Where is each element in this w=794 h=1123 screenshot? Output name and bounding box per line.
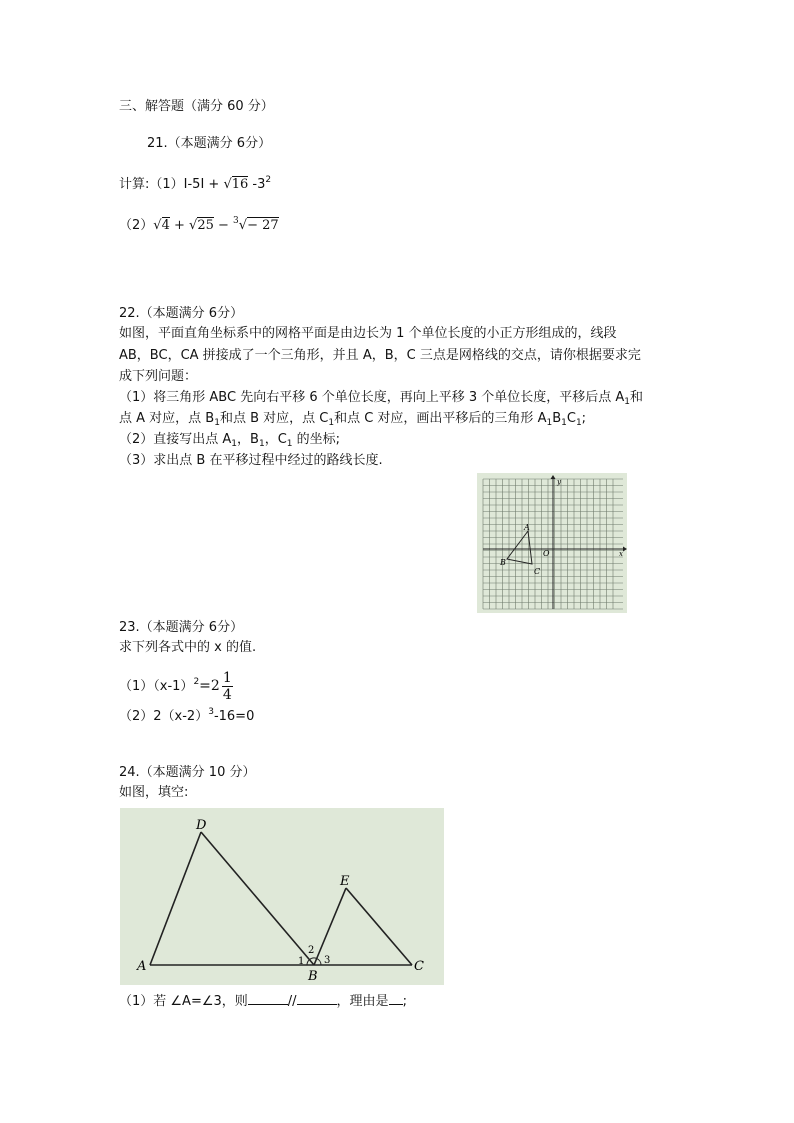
parallel-sign: // [287,994,297,1009]
point-b-label: B [308,969,318,984]
q22-intro-line1: 如图，平面直角坐标系中的网格平面是由边长为 1 个单位长度的小正方形组成的，线段 [119,326,617,341]
text: ，C [264,432,287,447]
subscript: 1 [258,439,265,449]
text: （1）若 ∠A=∠3，则 [119,994,248,1009]
answer-blank-1[interactable] [248,1004,288,1005]
y-axis-label: y [557,478,561,486]
q22-item3: （3）求出点 B 在平移过程中经过的路线长度. [119,453,383,468]
q21-radicand-16: 16 [231,177,249,192]
point-a-label: A [524,523,530,532]
angle-1-label: 1 [298,956,305,967]
origin-label: O [543,549,550,558]
q24-header: 24.（本题满分 10 分） [119,765,256,780]
angle-2-label: 2 [308,945,315,956]
q21-radicand-25: 25 [197,218,214,233]
q21-part1 [119,170,271,195]
coordinate-grid-figure [477,473,627,613]
section-title: 三、解答题（满分 60 分） [119,99,274,114]
q23-intro: 求下列各式中的 x 的值. [119,640,257,655]
point-c-label: C [534,567,541,576]
fraction-denominator: 4 [222,687,232,703]
q21-plus: + [169,218,190,233]
triangle-figure [120,808,444,985]
q21-part2-label: （2） [119,218,154,233]
q22-header: 22.（本题满分 6分） [119,306,244,321]
grid-background [477,473,627,613]
q21-part1-prefix: 计算:（1）I-5I + [119,177,224,192]
text: 的坐标; [292,432,341,447]
text: 点 A 对应，点 B [119,411,215,426]
text: ; [581,411,587,426]
subscript: 1 [231,439,238,449]
point-e-label: E [340,874,350,889]
text: 和点 C 对应，画出平移后的三角形 A [334,411,547,426]
text: C [566,411,576,426]
q22-intro-line3: 成下列问题： [119,369,198,384]
subscript: 1 [286,439,293,449]
text: ; [402,994,407,1009]
q21-header: 21.（本题满分 6分） [147,136,272,151]
q23-part2 [119,702,254,727]
sqrt-sign: √ [238,218,248,233]
text: ，B [237,432,259,447]
point-b-label: B [500,558,506,567]
subscript: 1 [624,397,631,407]
text: B [552,411,562,426]
sqrt-sign: √ [189,218,198,233]
subscript: 1 [546,418,553,428]
text: ，理由是 [336,994,389,1009]
text: （2）2（x-2） [119,709,209,724]
fraction-numerator: 1 [222,670,232,686]
q23-part1 [119,662,233,702]
q21-minus-three: -3 [248,177,266,192]
x-axis-label: x [619,550,623,558]
angle-3-label: 3 [324,955,331,966]
figure-background [120,808,444,985]
q24-intro: 如图，填空: [119,785,189,800]
text: （1）（x-1） [119,679,194,694]
sqrt-sign: √ [223,177,232,192]
subscript: 1 [328,418,335,428]
q22-intro-line2: AB，BC，CA 拼接成了一个三角形，并且 A，B，C 三点是网格线的交点，请你根据要求完 [119,348,641,363]
point-c-label: C [414,959,424,974]
cube-root-index: 3 [233,216,239,226]
q21-exponent: 2 [265,175,272,185]
q21-radicand-4: 4 [161,218,170,233]
subscript: 1 [561,418,567,428]
text: 和点 B 对应，点 C [219,411,329,426]
point-a-label: A [137,959,147,974]
answer-blank-2[interactable] [297,1004,337,1005]
exponent: 3 [208,707,214,717]
q22-item1-tail: 和 [630,390,644,405]
point-d-label: D [196,818,207,833]
text: =2 [199,678,220,694]
text: -16=0 [213,709,255,724]
exponent: 2 [193,677,200,687]
q22-item1-text: （1）将三角形 ABC 先向右平移 6 个单位长度，再向上平移 3 个单位长度，平移后点 A [119,390,625,405]
q21-radicand-neg27: − 27 [247,218,279,233]
subscript: 1 [214,418,220,428]
text: （2）直接写出点 A [119,432,232,447]
q24-item1 [119,992,407,1012]
sqrt-sign: √ [153,218,162,233]
subscript: 1 [575,418,582,428]
fraction-one-quarter [222,670,233,703]
q21-part2 [119,211,279,236]
q21-minus: − [213,218,234,233]
answer-blank-reason[interactable] [389,1004,403,1005]
q23-header: 23.（本题满分 6分） [119,620,244,635]
